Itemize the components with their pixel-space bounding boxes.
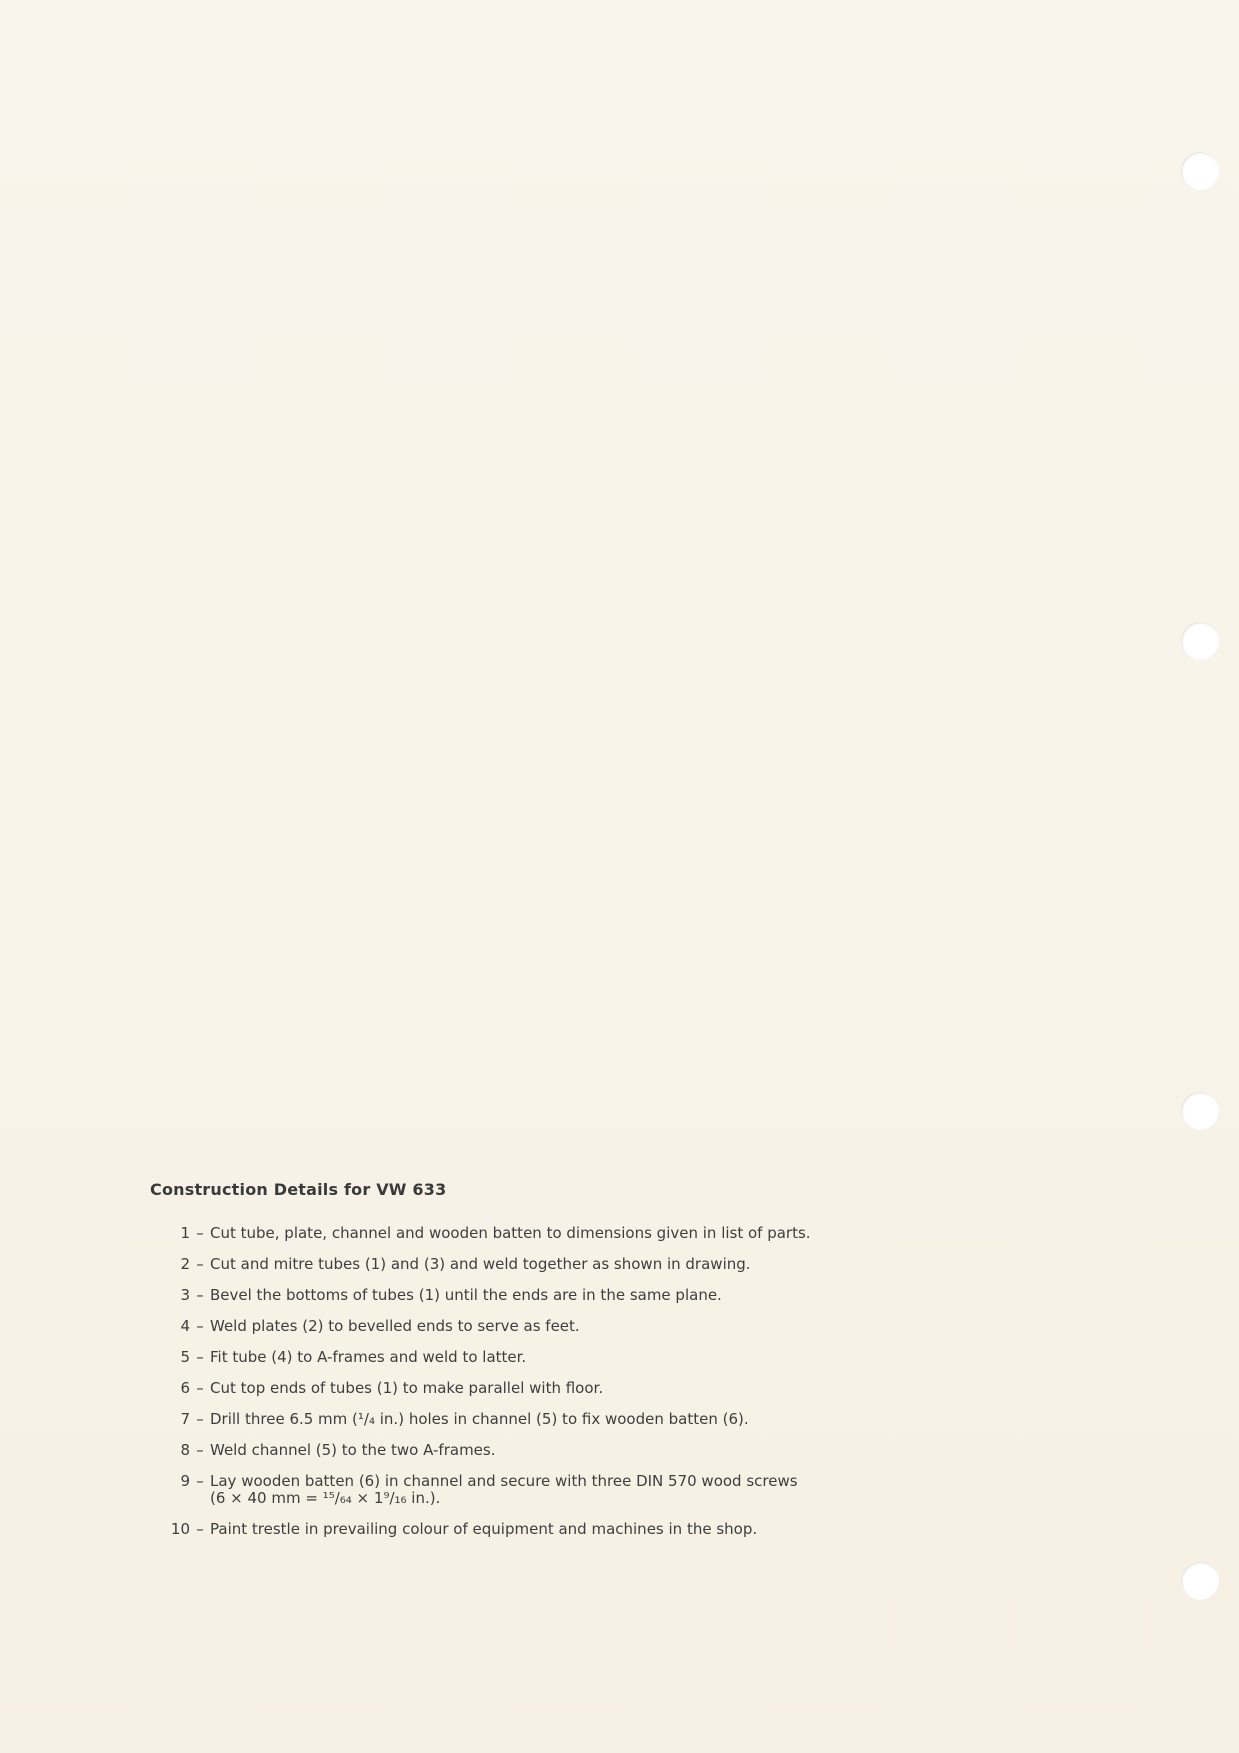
punch-hole	[1181, 1562, 1219, 1600]
step-dash: –	[196, 1286, 204, 1304]
step-text-line: Lay wooden batten (6) in channel and secure with three DIN 570 wood screws	[210, 1472, 798, 1490]
step-number: 9	[180, 1472, 190, 1490]
step-number: 6	[180, 1379, 190, 1397]
step-item	[150, 1442, 910, 1459]
step-item	[150, 1473, 910, 1507]
step-item	[150, 1411, 910, 1428]
step-dash: –	[196, 1410, 204, 1428]
step-item	[150, 1318, 910, 1335]
construction-details-section	[150, 1180, 910, 1552]
step-number: 10	[170, 1520, 190, 1538]
step-text: Cut top ends of tubes (1) to make parallel with floor.	[210, 1379, 604, 1397]
step-item	[150, 1287, 910, 1304]
step-item	[150, 1349, 910, 1366]
section-title: Construction Details for VW 633	[150, 1180, 447, 1199]
step-item	[150, 1521, 910, 1538]
step-dash: –	[196, 1255, 204, 1273]
step-number: 8	[180, 1441, 190, 1459]
step-dash: –	[196, 1317, 204, 1335]
step-text: Paint trestle in prevailing colour of equipment and machines in the shop.	[210, 1520, 758, 1538]
step-dash: –	[196, 1348, 204, 1366]
step-dash: –	[196, 1472, 204, 1490]
punch-hole	[1181, 152, 1219, 190]
step-number: 2	[180, 1255, 190, 1273]
step-number: 4	[180, 1317, 190, 1335]
step-dash: –	[196, 1379, 204, 1397]
step-text: Bevel the bottoms of tubes (1) until the ends are in the same plane.	[210, 1286, 722, 1304]
step-text: Weld channel (5) to the two A-frames.	[210, 1441, 496, 1459]
step-text-multiline	[210, 1473, 910, 1507]
step-item	[150, 1380, 910, 1397]
step-item	[150, 1256, 910, 1273]
step-dash: –	[196, 1441, 204, 1459]
step-dash: –	[196, 1224, 204, 1242]
step-number: 5	[180, 1348, 190, 1366]
step-text: Cut tube, plate, channel and wooden batten to dimensions given in list of parts.	[210, 1224, 811, 1242]
steps-list	[150, 1225, 910, 1538]
punch-hole	[1181, 622, 1219, 660]
step-text-line: (6 × 40 mm = ¹⁵/₆₄ × 1⁹/₁₆ in.).	[210, 1489, 441, 1507]
step-item	[150, 1225, 910, 1242]
step-text: Cut and mitre tubes (1) and (3) and weld together as shown in drawing.	[210, 1255, 751, 1273]
step-text: Drill three 6.5 mm (¹/₄ in.) holes in channel (5) to fix wooden batten (6).	[210, 1410, 749, 1428]
step-number: 3	[180, 1286, 190, 1304]
punch-hole	[1181, 1092, 1219, 1130]
step-text: Fit tube (4) to A-frames and weld to latter.	[210, 1348, 527, 1366]
step-dash: –	[196, 1520, 204, 1538]
step-text: Weld plates (2) to bevelled ends to serve as feet.	[210, 1317, 580, 1335]
step-number: 7	[180, 1410, 190, 1428]
step-number: 1	[180, 1224, 190, 1242]
